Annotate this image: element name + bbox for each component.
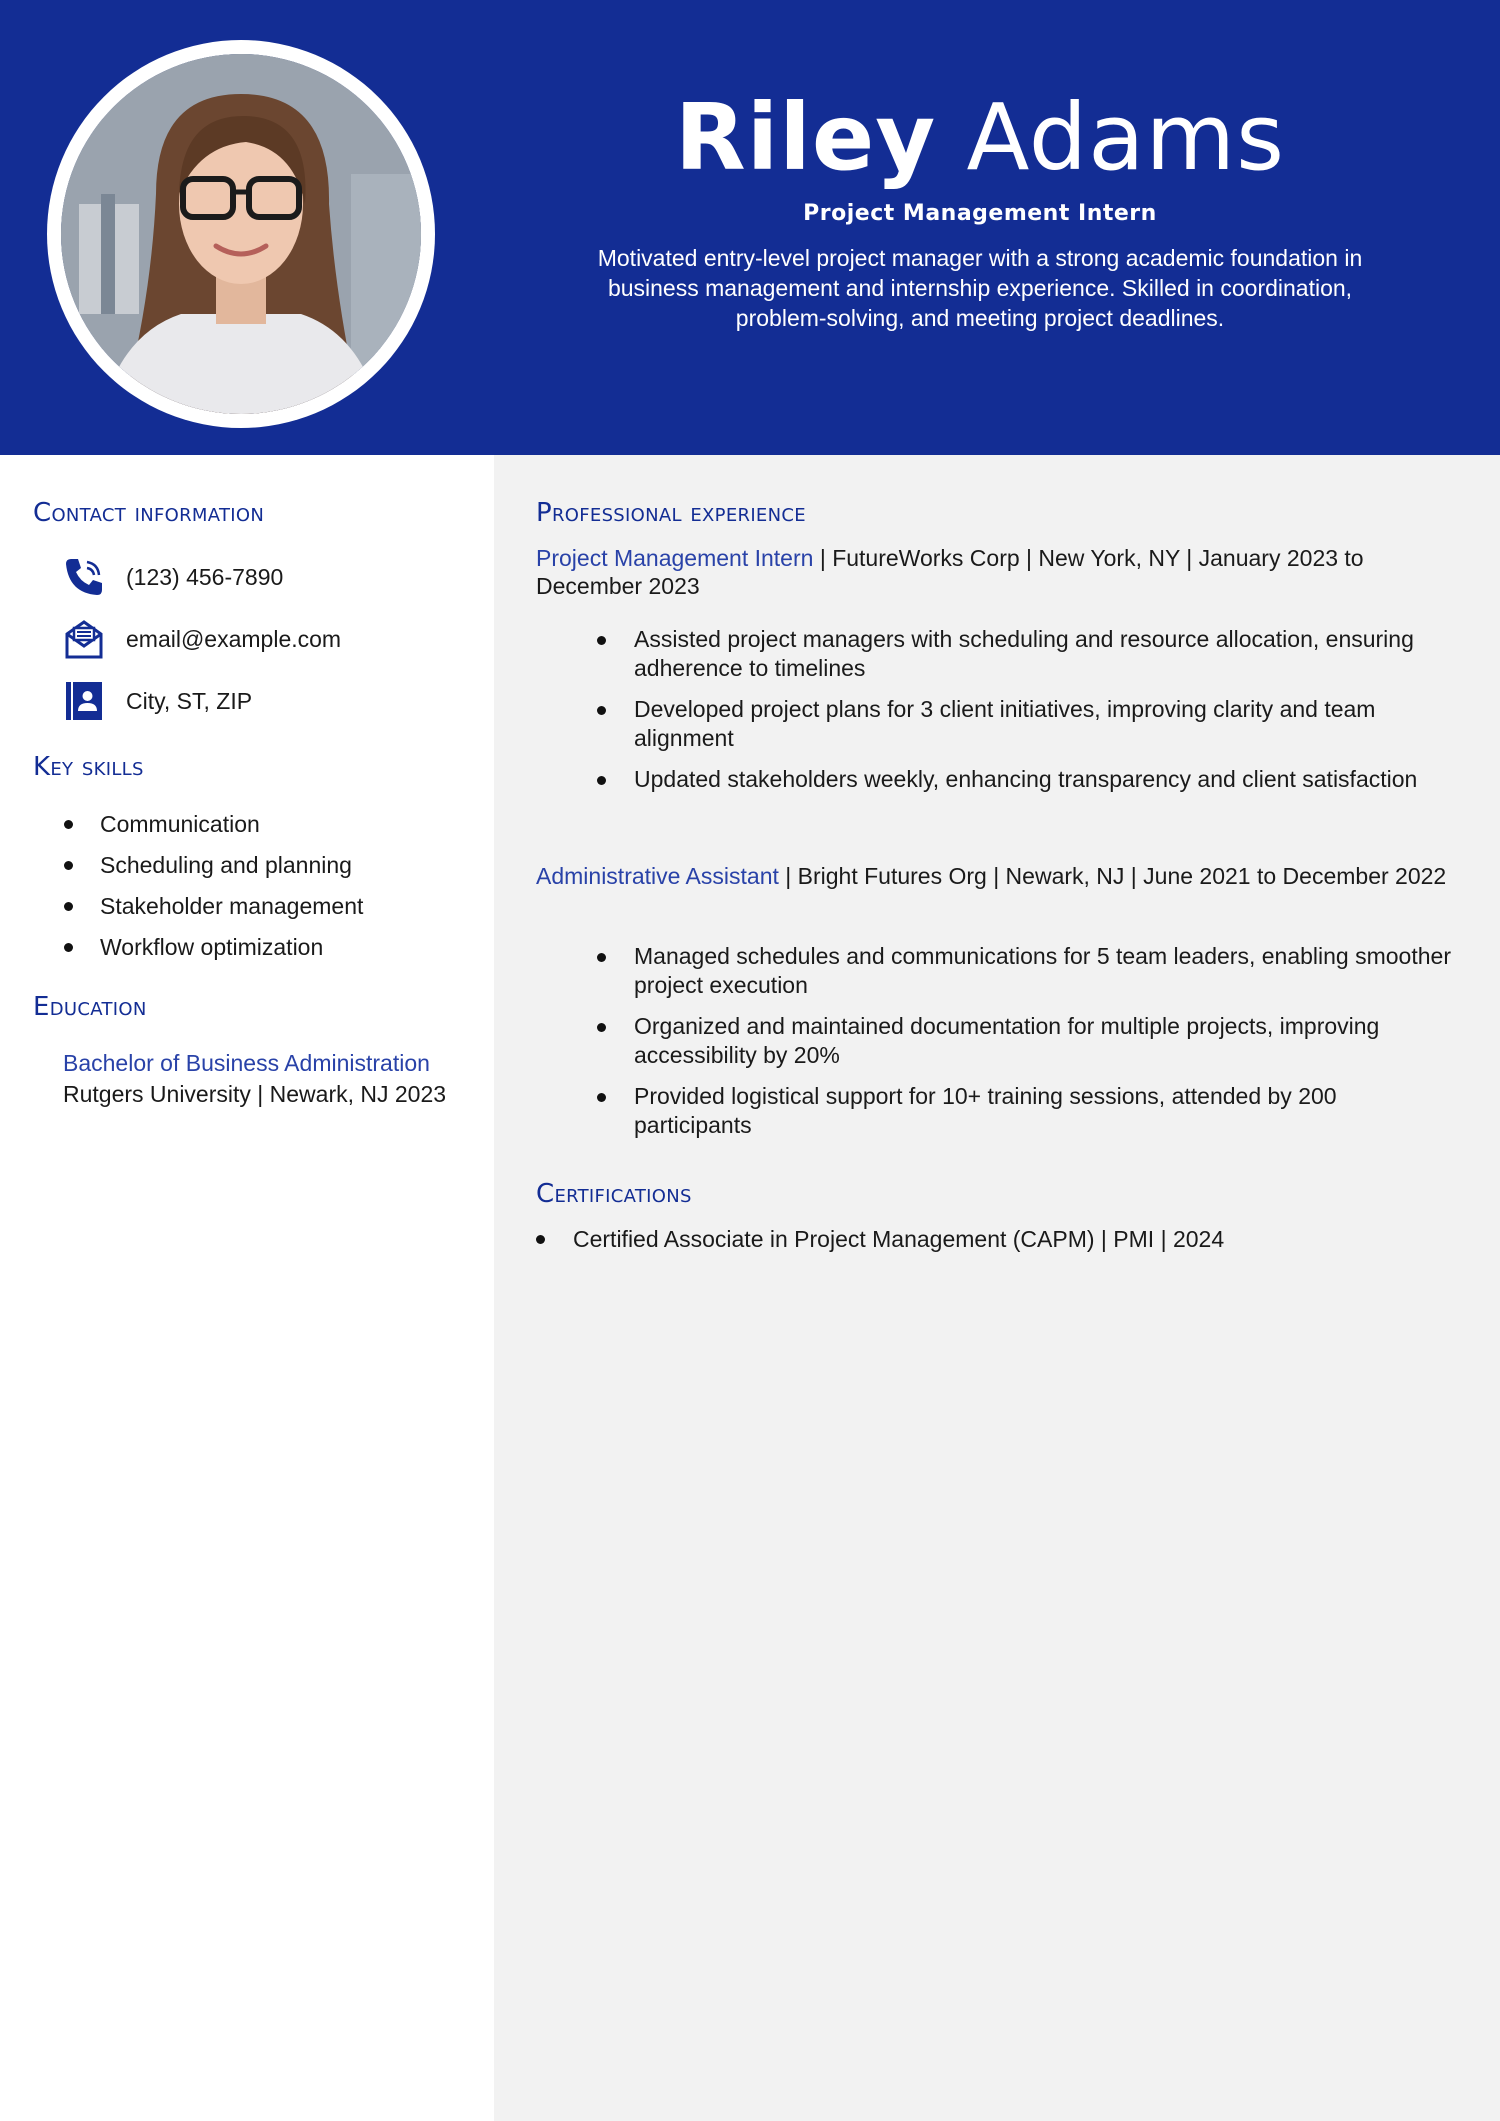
address-book-icon	[62, 679, 106, 723]
job-details: | Bright Futures Org | Newark, NJ | June 2021 to December 2022	[778, 863, 1447, 889]
skills-list	[62, 809, 482, 973]
education-degree: Bachelor of Business Administration	[63, 1050, 430, 1076]
last-name: Adams	[966, 84, 1286, 191]
list-item: Communication	[62, 809, 482, 839]
list-item: Workflow optimization	[62, 932, 482, 962]
job-bullets	[597, 942, 1457, 1152]
job-header	[536, 862, 1456, 890]
job-header	[536, 544, 1456, 600]
contact-phone	[62, 555, 283, 599]
contact-email	[62, 617, 341, 661]
list-item: Assisted project managers with scheduling and resource allocation, ensuring adherence to timelines	[597, 625, 1457, 683]
header-banner	[0, 0, 1500, 455]
experience-section-title: Professional experience	[536, 498, 806, 528]
contact-address	[62, 679, 252, 723]
list-item: Scheduling and planning	[62, 850, 482, 880]
address-text: City, ST, ZIP	[126, 688, 253, 714]
certifications-list	[536, 1224, 1436, 1254]
list-item: Stakeholder management	[62, 891, 482, 921]
job-details: | FutureWorks Corp | New York, NY | January 2023 to December 2023	[536, 545, 1364, 599]
job-title: Project Management Intern	[803, 201, 1157, 226]
profile-summary: Motivated entry-level project manager with a strong academic foundation in business management and internship experience. Skilled in coordination, problem-solving, and meeting project deadlines.	[597, 245, 1363, 331]
list-item: Developed project plans for 3 client initiatives, improving clarity and team alignment	[597, 695, 1457, 753]
contact-section-title: Contact information	[33, 498, 265, 528]
list-item: Managed schedules and communications for 5 team leaders, enabling smoother project execution	[597, 942, 1457, 1000]
job-role: Administrative Assistant	[536, 863, 779, 889]
education-section-title: Education	[33, 992, 147, 1022]
list-item: Provided logistical support for 10+ training sessions, attended by 200 participants	[597, 1082, 1457, 1140]
list-item: Certified Associate in Project Management (CAPM) | PMI | 2024	[536, 1224, 1436, 1254]
profile-photo	[61, 54, 421, 414]
job-bullets	[597, 625, 1457, 806]
list-item: Updated stakeholders weekly, enhancing transparency and client satisfaction	[597, 765, 1457, 794]
skills-section-title: Key skills	[33, 752, 144, 782]
job-role: Project Management Intern	[536, 545, 814, 571]
phone-text: (123) 456-7890	[126, 564, 284, 590]
envelope-icon	[62, 617, 106, 661]
first-name: Riley	[674, 84, 937, 191]
list-item: Organized and maintained documentation for multiple projects, improving accessibility by 20%	[597, 1012, 1457, 1070]
education-school: Rutgers University | Newark, NJ 2023	[63, 1081, 447, 1107]
candidate-name	[580, 78, 1380, 198]
phone-icon	[62, 555, 106, 599]
email-text: email@example.com	[126, 626, 342, 652]
certifications-section-title: Certifications	[536, 1179, 692, 1209]
